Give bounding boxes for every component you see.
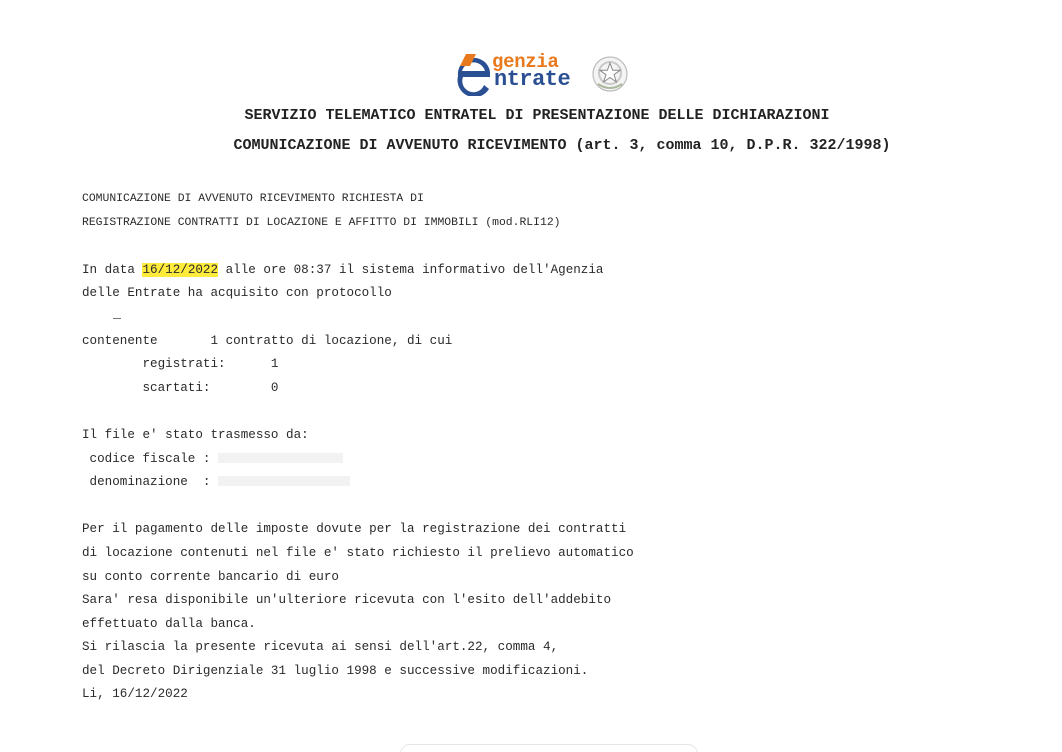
payment-line-3: su conto corrente bancario di euro [82,569,339,584]
payment-line-7: del Decreto Dirigenziale 31 luglio 1998 e successive modificazioni. [82,663,589,678]
tax-code-label: codice fiscale : [82,451,219,466]
name-redacted [218,476,350,486]
payment-line-4: Sara' resa disponibile un'ulteriore ricevuta con l'esito dell'addebito [82,593,612,608]
payment-line-6: Si rilascia la presente ricevuta ai sensi dell'art.22, comma 4, [82,640,559,655]
agenzia-entrate-logo [452,48,662,98]
name-line [82,471,982,495]
viewer-toolbar-edge[interactable] [400,744,698,752]
notice-title-line-2: REGISTRAZIONE CONTRATTI DI LOCAZIONE E AFFITTO DI IMMOBILI (mod.RLI12) [82,216,561,229]
italian-republic-emblem-icon [590,54,630,94]
receipt-suffix: alle ore 08:37 il sistema informativo dell'Agenzia [218,262,604,277]
protocol-redacted-mark [113,318,121,319]
receipt-line-1 [82,259,982,283]
highlighted-date: 16/12/2022 [142,262,219,277]
receipt-body [82,188,982,707]
logo-word-agenzia: genzia [492,51,559,73]
payment-line-5: effettuato dalla banca. [82,616,256,631]
tax-code-line [82,448,982,472]
blank-line [82,400,982,424]
sender-intro: Il file e' stato trasmesso da: [82,427,309,442]
name-label: denominazione : [82,475,219,490]
blank-line [82,235,982,259]
receipt-line-2: delle Entrate ha acquisito con protocollo [82,286,392,301]
protocol-redacted-line [82,306,982,330]
receipt-heading: COMUNICAZIONE DI AVVENUTO RICEVIMENTO (art. 3, comma 10, D.P.R. 322/1998) [233,137,891,154]
receipt-prefix: In data [82,262,143,277]
registered-line: registrati: 1 [82,357,279,372]
payment-line-2: di locazione contenuti nel file e' stato richiesto il prelievo automatico [82,545,634,560]
logo-word-entrate: ntrate [494,67,571,92]
payment-line-1: Per il pagamento delle imposte dovute per la registrazione dei contratti [82,522,627,537]
place-date-line: Li, 16/12/2022 [82,687,188,702]
contains-line: contenente 1 contratto di locazione, di cui [82,333,453,348]
entrate-e-logo-icon [452,52,496,96]
blank-line [82,495,982,519]
tax-code-redacted [218,453,343,463]
rejected-line: scartati: 0 [82,380,279,395]
notice-title-line-1: COMUNICAZIONE DI AVVENUTO RICEVIMENTO RICHIESTA DI [82,193,424,205]
service-heading: SERVIZIO TELEMATICO ENTRATEL DI PRESENTAZIONE DELLE DICHIARAZIONI [244,107,830,124]
